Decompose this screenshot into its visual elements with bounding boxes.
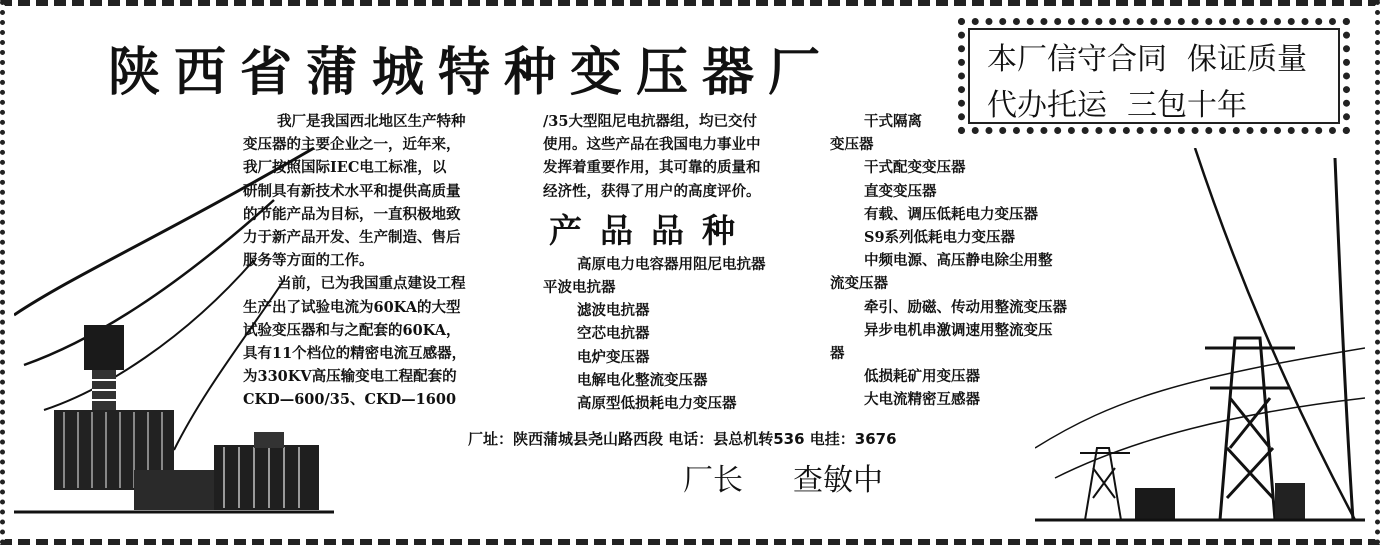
product-item: 空芯电抗器 xyxy=(577,325,650,343)
intro-line: /35大型阻尼电抗器组，均已交付 xyxy=(543,113,757,130)
product-item: 中频电源、高压静电除尘用整 xyxy=(864,252,1053,270)
product-item: 变压器 xyxy=(830,136,874,154)
slogan-shipping: 代办托运 xyxy=(987,88,1107,123)
intro-line: 发挥着重要作用，其可靠的质量和 xyxy=(543,159,761,177)
intro-line: 经济性，获得了用户的高度评价。 xyxy=(543,182,761,200)
slogan-contract: 本厂信守合同 xyxy=(987,42,1167,77)
intro-line: 使用。这些产品在我国电力事业中 xyxy=(543,136,761,154)
intro-line: 我厂是我国西北地区生产特种 xyxy=(277,113,466,130)
intro-line: CKD—600/35、CKD—1600 xyxy=(243,391,457,409)
product-item: 干式隔离 xyxy=(864,113,922,130)
product-item: 异步电机串激调速用整流变压 xyxy=(864,321,1053,339)
product-item: 器 xyxy=(830,345,845,363)
power-tower-illustration xyxy=(1035,148,1365,526)
product-item: 平波电抗器 xyxy=(543,279,616,297)
slogan-quality: 保证质量 xyxy=(1187,42,1307,77)
intro-line: 的节能产品为目标，一直积极地致 xyxy=(243,205,461,223)
intro-line: 当前，已为我国重点建设工程 xyxy=(277,275,466,293)
product-item: 有载、调压低耗电力变压器 xyxy=(864,205,1038,223)
product-item: 高原电力电容器用阻尼电抗器 xyxy=(577,255,766,273)
product-item: S9系列低耗电力变压器 xyxy=(864,229,1016,247)
product-item: 高原型低损耗电力变压器 xyxy=(577,395,737,413)
director-name: 查敏中 xyxy=(793,463,883,498)
intro-line: 为330KV高压输变电工程配套的 xyxy=(243,368,457,386)
intro-line: 我厂按照国际IEC电工标准，以 xyxy=(243,159,447,177)
intro-line: 生产出了试验电流为60KA的大型 xyxy=(243,298,461,316)
products-heading: 产品品种 xyxy=(549,210,753,250)
product-item: 流变压器 xyxy=(830,275,888,293)
product-item: 牵引、励磁、传动用整流变压器 xyxy=(864,298,1067,316)
product-item: 干式配变变压器 xyxy=(864,159,966,177)
middle-column xyxy=(543,110,766,415)
intro-line: 具有11个档位的精密电流互感器， xyxy=(243,345,467,363)
product-item: 低损耗矿用变压器 xyxy=(864,368,980,386)
contact-address: 厂址：陕西蒲城县尧山路西段 电话：县总机转536 电挂：3676 xyxy=(468,430,897,448)
intro-line: 研制具有新技术水平和提供高质量 xyxy=(243,182,461,200)
product-item: 电解电化整流变压器 xyxy=(577,371,708,389)
director-label: 厂长 xyxy=(683,463,743,498)
factory-title: 陕西省蒲城特种变压器厂 xyxy=(108,42,835,103)
products-column xyxy=(830,110,1067,412)
product-item: 电炉变压器 xyxy=(577,348,650,366)
intro-line: 变压器的主要企业之一，近年来， xyxy=(243,136,461,154)
slogan-line-1 xyxy=(987,37,1329,83)
product-item: 大电流精密互感器 xyxy=(864,391,980,409)
product-item: 直变变压器 xyxy=(864,182,937,200)
slogan-warranty: 三包十年 xyxy=(1127,88,1247,123)
factory-director xyxy=(683,455,883,499)
intro-line: 力于新产品开发、生产制造、售后 xyxy=(243,229,461,247)
intro-column xyxy=(243,110,466,412)
product-item: 滤波电抗器 xyxy=(577,302,650,320)
intro-line: 服务等方面的工作。 xyxy=(243,252,374,270)
intro-line: 试验变压器和与之配套的60KA， xyxy=(243,321,461,339)
